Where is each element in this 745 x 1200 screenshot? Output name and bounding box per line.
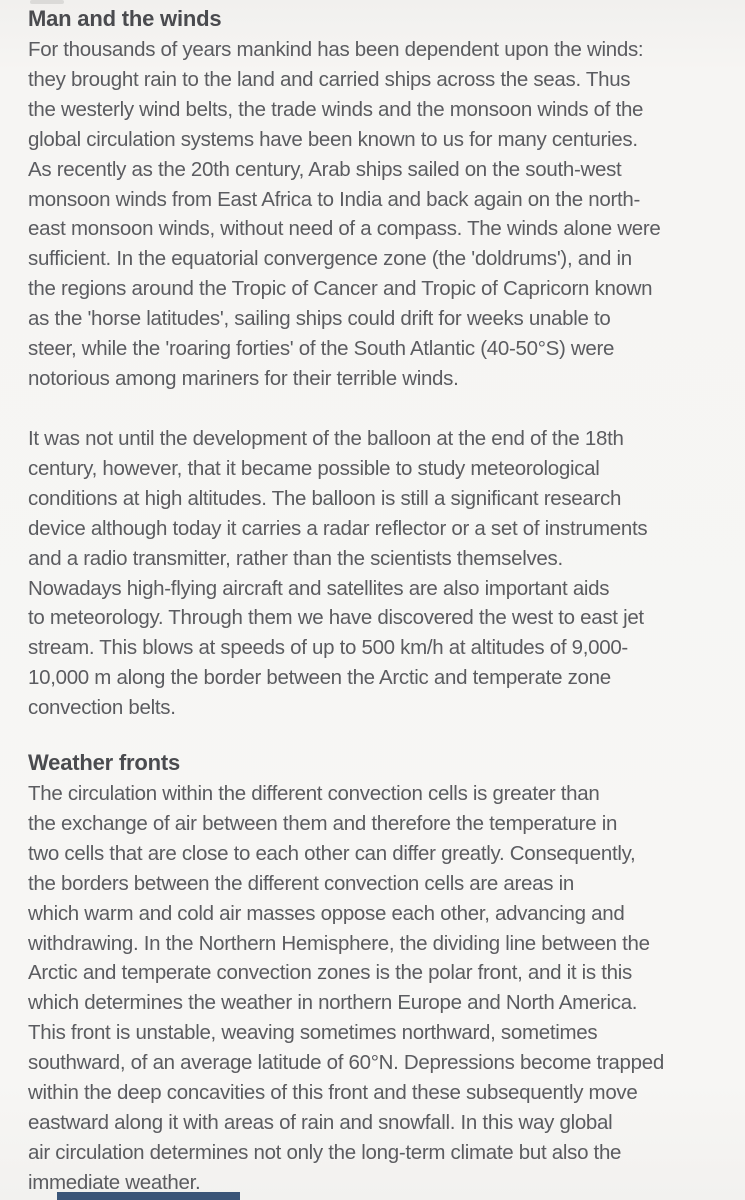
text-line: east monsoon winds, without need of a compass. The winds alone were (28, 217, 661, 241)
text-line: eastward along it with areas of rain and snowfall. In this way global (28, 1110, 613, 1134)
text-line: withdrawing. In the Northern Hemisphere, the dividing line between the (28, 931, 650, 955)
section-heading: Man and the winds (28, 6, 222, 31)
text-line: Nowadays high-flying aircraft and satellites are also important aids (28, 576, 610, 600)
text-line: notorious among mariners for their terrible winds. (28, 366, 459, 390)
text-line: device although today it carries a radar reflector or a set of instruments (28, 516, 648, 540)
text-line: immediate weather. (28, 1170, 201, 1194)
text-line: as the 'horse latitudes', sailing ships could drift for weeks unable to (28, 307, 611, 331)
text-line: the borders between the different convection cells are areas in (28, 871, 574, 895)
text-line: two cells that are close to each other can differ greatly. Consequently, (28, 841, 636, 865)
text-line: sufficient. In the equatorial convergence zone (the 'doldrums'), and in (28, 247, 632, 271)
paragraph (28, 424, 647, 723)
text-line: This front is unstable, weaving sometimes northward, sometimes (28, 1021, 598, 1045)
text-line: Arctic and temperate convection zones is the polar front, and it is this (28, 961, 632, 985)
text-line: steer, while the 'roaring forties' of the South Atlantic (40-50°S) were (28, 337, 615, 361)
text-line: As recently as the 20th century, Arab ships sailed on the south-west (28, 157, 622, 181)
text-line: 10,000 m along the border between the Arctic and temperate zone (28, 666, 611, 690)
section-heading: Weather fronts (28, 750, 181, 775)
text-line: and a radio transmitter, rather than the scientists themselves. (28, 546, 563, 570)
text-line: within the deep concavities of this front and these subsequently move (28, 1081, 638, 1105)
text-line: which determines the weather in northern Europe and North America. (28, 991, 638, 1015)
scan-smudge-artifact (30, 0, 64, 4)
text-line: the westerly wind belts, the trade winds and the monsoon winds of the (28, 97, 644, 121)
text-line: conditions at high altitudes. The balloon is still a significant research (28, 486, 622, 510)
text-line: the regions around the Tropic of Cancer and Tropic of Capricorn known (28, 277, 653, 301)
text-line: century, however, that it became possible to study meteorological (28, 456, 600, 480)
text-line: southward, of an average latitude of 60°N. Depressions become trapped (28, 1051, 664, 1075)
paragraph (28, 779, 664, 1198)
text-line: convection belts. (28, 696, 176, 720)
text-line: air circulation determines not only the long-term climate but also the (28, 1140, 622, 1164)
paragraph (28, 35, 660, 394)
text-line: they brought rain to the land and carried ships across the seas. Thus (28, 67, 631, 91)
text-line: stream. This blows at speeds of up to 500 km/h at altitudes of 9,000- (28, 636, 628, 660)
text-line: which warm and cold air masses oppose each other, advancing and (28, 901, 625, 925)
text-line: It was not until the development of the balloon at the end of the 18th (28, 427, 624, 450)
text-line: The circulation within the different convection cells is greater than (28, 782, 600, 805)
text-line: For thousands of years mankind has been dependent upon the winds: (28, 38, 644, 61)
text-line: the exchange of air between them and therefore the temperature in (28, 811, 618, 835)
text-line: to meteorology. Through them we have discovered the west to east jet (28, 606, 644, 630)
text-line: monsoon winds from East Africa to India and back again on the north- (28, 187, 641, 211)
text-line: global circulation systems have been known to us for many centuries. (28, 127, 638, 151)
